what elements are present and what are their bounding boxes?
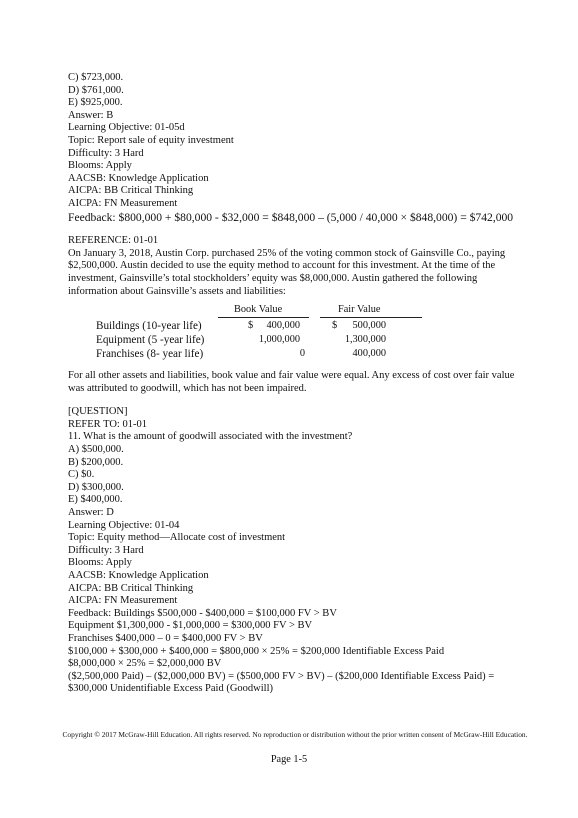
- option-b: B) $200,000.: [68, 456, 124, 468]
- valuation-table: [68, 304, 524, 364]
- column-header-fair-value: Fair Value: [338, 304, 381, 316]
- feedback-line: $8,000,000 × 25% = $2,000,000 BV: [68, 658, 222, 670]
- aacsb: AACSB: Knowledge Application: [68, 172, 209, 184]
- feedback-line: $100,000 + $300,000 + $400,000 = $800,000 × 25% = $200,000 Identifiable Excess Paid: [68, 645, 445, 657]
- refer-to: REFER TO: 01-01: [68, 418, 147, 430]
- difficulty: Difficulty: 3 Hard: [68, 544, 144, 556]
- answer-option-d: D) $761,000.: [68, 84, 124, 96]
- difficulty: Difficulty: 3 Hard: [68, 147, 144, 159]
- feedback-line: Franchises $400,000 – 0 = $400,000 FV > BV: [68, 632, 263, 644]
- book-value-franchises: 0: [299, 348, 305, 360]
- book-value-equipment: 1,000,000: [258, 334, 300, 346]
- option-c: C) $0.: [68, 469, 95, 481]
- answer-key: Answer: B: [68, 109, 114, 121]
- feedback: Feedback: $800,000 + $80,000 - $32,000 = $848,000 – (5,000 / 40,000 × $848,000) = $742,000: [68, 210, 514, 224]
- document-page: [68, 72, 524, 696]
- answer-option-c: C) $723,000.: [68, 72, 124, 83]
- learning-objective: Learning Objective: 01-05d: [68, 122, 185, 134]
- aicpa-fn: AICPA: FN Measurement: [68, 197, 178, 209]
- page-number: Page 1-5: [270, 754, 308, 765]
- blooms: Blooms: Apply: [68, 557, 132, 569]
- aicpa-fn: AICPA: FN Measurement: [68, 595, 178, 607]
- reference-heading: REFERENCE: 01-01: [68, 235, 159, 247]
- topic: Topic: Equity method—Allocate cost of investment: [68, 532, 286, 544]
- copyright-notice: Copyright © 2017 McGraw-Hill Education. All rights reserved. No reproduction or distribution without the prior written consent of McGraw-Hill Education.: [62, 730, 528, 739]
- book-value-buildings: 400,000: [266, 320, 300, 332]
- feedback-line: Equipment $1,300,000 - $1,000,000 = $300,000 FV > BV: [68, 620, 313, 632]
- learning-objective: Learning Objective: 01-04: [68, 519, 180, 531]
- aicpa-bb: AICPA: BB Critical Thinking: [68, 185, 194, 197]
- fair-value-buildings: 500,000: [352, 320, 386, 332]
- reference-note: For all other assets and liabilities, book value and fair value were equal. Any excess of cost over fair value was attributed to goodwill, which has not been impaired.: [68, 370, 515, 394]
- option-e: E) $400,000.: [68, 494, 123, 506]
- feedback-line: ($2,500,000 Paid) – ($2,000,000 BV) = ($500,000 FV > BV) – ($200,000 Identifiable Excess Paid) =: [68, 670, 495, 682]
- answer-option-e: E) $925,000.: [68, 97, 123, 109]
- option-d: D) $300,000.: [68, 481, 124, 493]
- aicpa-bb: AICPA: BB Critical Thinking: [68, 582, 194, 594]
- blooms: Blooms: Apply: [68, 160, 132, 172]
- feedback-line: $300,000 Unidentifiable Excess Paid (Goodwill): [68, 683, 274, 695]
- book-currency-buildings: $: [248, 320, 254, 332]
- answer-key: Answer: D: [68, 507, 114, 519]
- column-rule-book: [218, 317, 309, 318]
- row-label-equipment: Equipment (5 -year life): [96, 334, 205, 347]
- feedback-line: Feedback: Buildings $500,000 - $400,000 = $100,000 FV > BV: [68, 607, 337, 619]
- option-a: A) $500,000.: [68, 444, 124, 456]
- fair-currency-buildings: $: [332, 320, 338, 332]
- column-header-book-value: Book Value: [234, 304, 283, 316]
- question-tag: [QUESTION]: [68, 406, 128, 418]
- fair-value-equipment: 1,300,000: [344, 334, 386, 346]
- column-rule-fair: [320, 317, 422, 318]
- fair-value-franchises: 400,000: [352, 348, 386, 360]
- reference-paragraph: On January 3, 2018, Austin Corp. purchased 25% of the voting common stock of Gainsville Co., paying $2,500,000. Austin decided to use the equity method to account for this investment. At the time of the investment, Gainsville’s total stockholders’ equity was $8,000,000. Austin gathered the following information about Gainsville’s assets and liabilities:: [68, 247, 506, 297]
- row-label-buildings: Buildings (10-year life): [96, 320, 202, 333]
- aacsb: AACSB: Knowledge Application: [68, 570, 209, 581]
- row-label-franchises: Franchises (8- year life): [96, 348, 204, 361]
- question-stem: 11. What is the amount of goodwill associated with the investment?: [68, 431, 353, 443]
- topic: Topic: Report sale of equity investment: [68, 134, 234, 146]
